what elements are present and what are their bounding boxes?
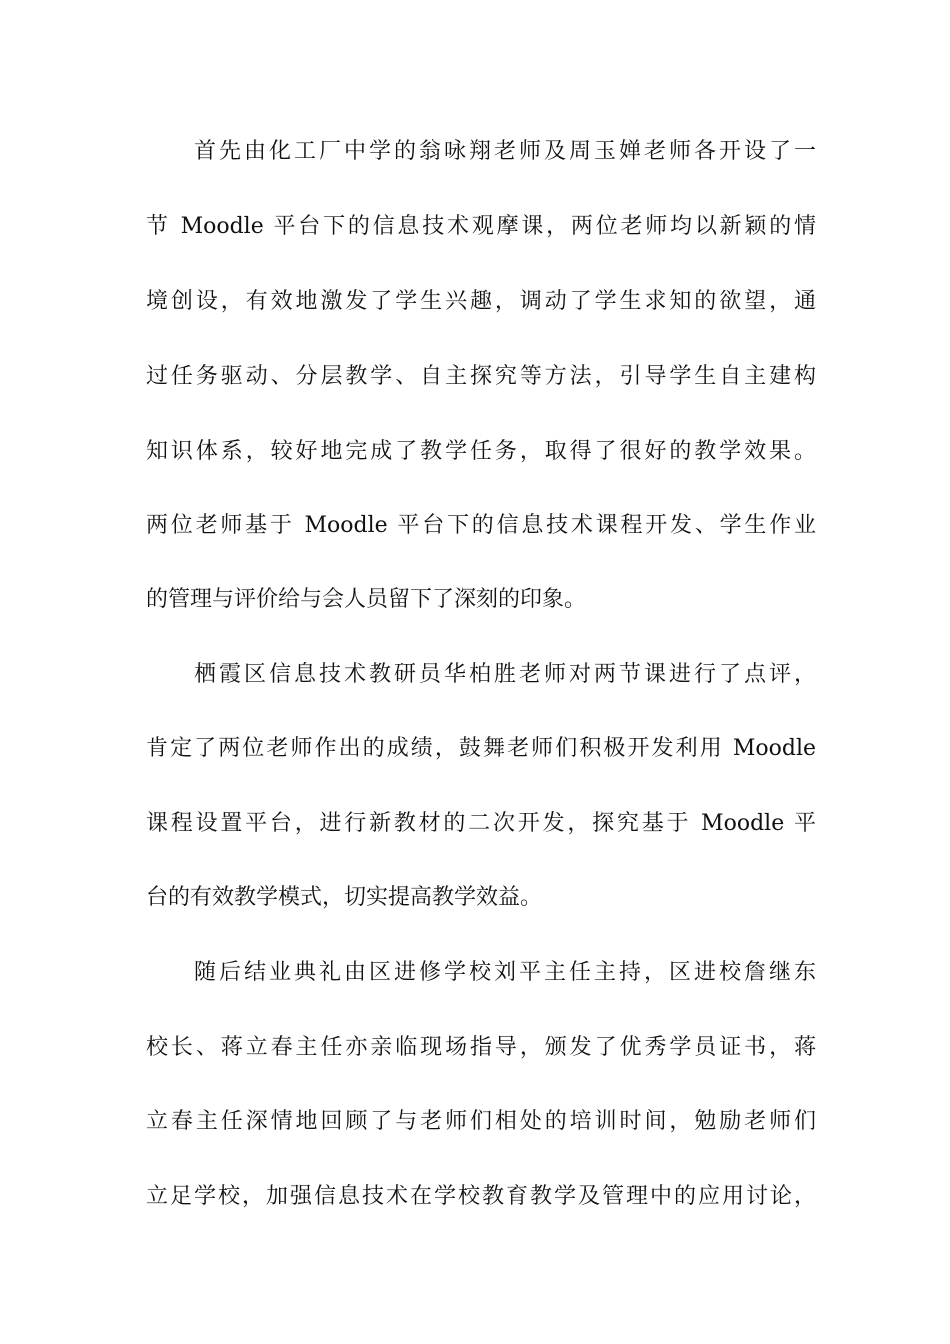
paragraph-1-line-3: 境创设，有效地激发了学生兴趣，调动了学生求知的欲望，通 [146,289,816,314]
paragraph-1-line-4: 过任务驱动、分层教学、自主探究等方法，引导学生自主建构 [146,364,816,389]
paragraph-2-line-1: 栖霞区信息技术教研员华柏胜老师对两节课进行了点评， [194,662,816,687]
paragraph-3-line-1: 随后结业典礼由区进修学校刘平主任主持，区进校詹继东 [194,960,816,985]
paragraph-2-line-3: 课程设置平台，进行新教材的二次开发，探究基于 Moodle 平 [146,811,816,836]
paragraph-3-line-2: 校长、蒋立春主任亦亲临现场指导，颁发了优秀学员证书，蒋 [146,1035,816,1060]
paragraph-1-line-2: 节 Moodle 平台下的信息技术观摩课，两位老师均以新颖的情 [146,214,816,239]
paragraph-1-line-5: 知识体系，较好地完成了教学任务，取得了很好的教学效果。 [146,439,816,464]
paragraph-1-line-7: 的管理与评价给与会人员留下了深刻的印象。 [146,587,587,612]
paragraph-1-line-6: 两位老师基于 Moodle 平台下的信息技术课程开发、学生作业 [146,513,816,538]
paragraph-2-line-2: 肯定了两位老师作出的成绩，鼓舞老师们积极开发利用 Moodle [146,736,816,761]
paragraph-1-line-1: 首先由化工厂中学的翁咏翔老师及周玉婵老师各开设了一 [194,139,816,164]
paragraph-3-line-4: 立足学校，加强信息技术在学校教育教学及管理中的应用讨论， [146,1184,816,1209]
paragraph-3-line-3: 立春主任深情地回顾了与老师们相处的培训时间，勉励老师们 [146,1109,816,1134]
paragraph-2-line-4: 台的有效教学模式，切实提高教学效益。 [146,885,543,910]
